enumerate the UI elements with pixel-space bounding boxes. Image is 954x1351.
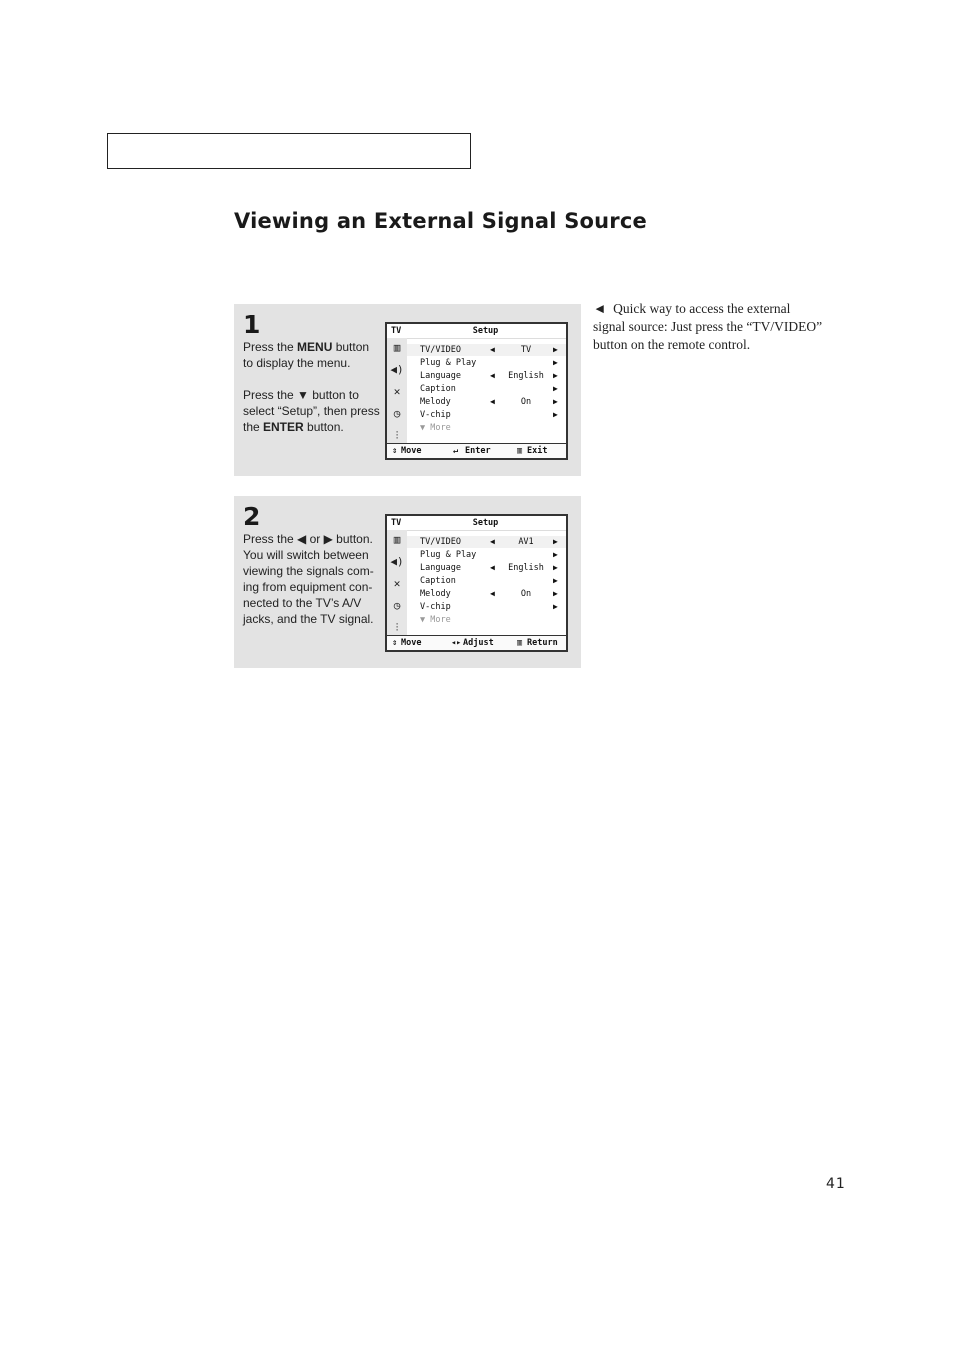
item-label: Caption <box>420 576 456 586</box>
more-label: ▼ More <box>420 615 451 625</box>
text-run: button. <box>303 420 344 434</box>
right-arrow-icon: ▶ <box>553 537 558 546</box>
menu-icon: ▥ <box>517 638 523 648</box>
enter-icon: ↵ <box>453 446 459 456</box>
sound-icon: ◀) <box>390 555 404 568</box>
right-arrow-icon: ▶ <box>553 589 558 598</box>
osd-source-label: TV <box>391 326 402 336</box>
sound-icon: ◀) <box>390 363 404 376</box>
osd-header <box>387 324 566 339</box>
tv-setup-menu-screen <box>385 322 568 460</box>
right-arrow-icon: ▶ <box>553 371 558 380</box>
right-arrow-icon: ▶ <box>553 345 558 354</box>
item-label: Melody <box>420 589 451 599</box>
right-arrow-icon: ▶ <box>553 602 558 611</box>
text-run: button to display the menu. <box>243 340 370 370</box>
leftright-arrow-icon: ◂▸ <box>451 638 462 648</box>
osd-more-row <box>407 614 566 626</box>
item-label: Language <box>420 371 461 381</box>
step-number: 2 <box>243 502 261 531</box>
side-note <box>593 300 823 354</box>
enter-button-name: ENTER <box>263 420 304 434</box>
right-arrow-icon: ▶ <box>553 397 558 406</box>
page-title: Viewing an External Signal Source <box>234 209 647 233</box>
step-2-panel <box>234 496 581 668</box>
step-1-panel <box>234 304 581 476</box>
item-label: Plug & Play <box>420 550 477 560</box>
osd-menu-item <box>407 588 566 600</box>
footer-return-label: Return <box>527 638 558 648</box>
osd-menu-list <box>407 530 566 638</box>
right-arrow-icon: ▶ <box>553 563 558 572</box>
item-label: TV/VIDEO <box>420 537 461 547</box>
updown-arrow-icon: ⇕ <box>392 446 398 456</box>
item-value: On <box>520 589 532 599</box>
right-arrow-icon: ▶ <box>553 550 558 559</box>
osd-footer <box>387 635 566 650</box>
item-label: V-chip <box>420 410 451 420</box>
osd-menu-item <box>407 536 566 548</box>
picture-icon: ▥ <box>393 533 401 546</box>
step-instructions <box>243 531 381 643</box>
osd-menu-item <box>407 396 566 408</box>
time-icon: ◷ <box>393 407 401 420</box>
osd-menu-item <box>407 357 566 369</box>
step-paragraph <box>243 387 381 435</box>
left-arrow-icon: ◀ <box>490 563 495 572</box>
text-run: Press the <box>243 340 298 354</box>
step-paragraph <box>243 339 381 371</box>
item-label: Melody <box>420 397 451 407</box>
text-run: Press the ▼ button to select “Setup”, then press the <box>243 388 380 434</box>
tv-setup-menu-screen <box>385 514 568 652</box>
osd-menu-title: Setup <box>472 518 499 528</box>
note-arrow-icon: ◄ <box>593 301 607 316</box>
item-label: Plug & Play <box>420 358 477 368</box>
osd-category-sidebar <box>387 530 407 638</box>
footer-move-label: Move <box>401 638 422 648</box>
footer-enter-label: Enter <box>465 446 491 456</box>
footer-exit-label: Exit <box>527 446 548 456</box>
step-number: 1 <box>243 310 261 339</box>
setup-icon: ⫶ <box>395 429 399 442</box>
osd-more-row <box>407 422 566 434</box>
item-label: V-chip <box>420 602 451 612</box>
left-arrow-icon: ◀ <box>490 371 495 380</box>
left-arrow-icon: ◀ <box>490 397 495 406</box>
item-label: Caption <box>420 384 456 394</box>
osd-menu-item <box>407 344 566 356</box>
right-arrow-icon: ▶ <box>553 384 558 393</box>
item-value: TV <box>520 345 532 355</box>
osd-footer <box>387 443 566 458</box>
picture-icon: ▥ <box>393 341 401 354</box>
item-value: English <box>508 563 544 573</box>
right-arrow-icon: ▶ <box>553 576 558 585</box>
note-text: Quick way to access the external signal source: Just press the “TV/VIDEO” button on the remote control. <box>593 301 823 352</box>
footer-adjust-label: Adjust <box>463 638 494 648</box>
osd-header <box>387 516 566 531</box>
item-value: English <box>508 371 544 381</box>
osd-menu-item <box>407 562 566 574</box>
item-label: TV/VIDEO <box>420 345 461 355</box>
right-arrow-icon: ▶ <box>553 410 558 419</box>
page-number: 41 <box>826 1176 846 1192</box>
menu-button-name: MENU <box>297 340 333 354</box>
osd-menu-item <box>407 409 566 421</box>
osd-menu-item <box>407 549 566 561</box>
left-arrow-icon: ◀ <box>490 537 495 546</box>
menu-icon: ▥ <box>517 446 523 456</box>
setup-icon: ⫶ <box>395 621 399 634</box>
left-arrow-icon: ◀ <box>490 345 495 354</box>
left-arrow-icon: ◀ <box>490 589 495 598</box>
step-paragraph: Press the ◀ or ▶ button. You will switch between viewing the signals com-ing from equipment con-nected to the TV’s A/V jacks, and the TV signal. <box>243 532 374 626</box>
footer-move-label: Move <box>401 446 422 456</box>
osd-menu-item <box>407 601 566 613</box>
osd-menu-item <box>407 383 566 395</box>
osd-menu-item <box>407 575 566 587</box>
time-icon: ◷ <box>393 599 401 612</box>
step-instructions <box>243 339 381 451</box>
osd-menu-list <box>407 338 566 446</box>
item-value: On <box>520 397 532 407</box>
item-label: Language <box>420 563 461 573</box>
channel-icon: ✕ <box>393 577 401 590</box>
section-header-box <box>107 133 471 169</box>
item-value: AV1 <box>518 537 534 547</box>
more-label: ▼ More <box>420 423 451 433</box>
osd-category-sidebar <box>387 338 407 446</box>
osd-menu-item <box>407 370 566 382</box>
right-arrow-icon: ▶ <box>553 358 558 367</box>
channel-icon: ✕ <box>393 385 401 398</box>
osd-menu-title: Setup <box>472 326 499 336</box>
osd-source-label: TV <box>391 518 402 528</box>
updown-arrow-icon: ⇕ <box>392 638 398 648</box>
